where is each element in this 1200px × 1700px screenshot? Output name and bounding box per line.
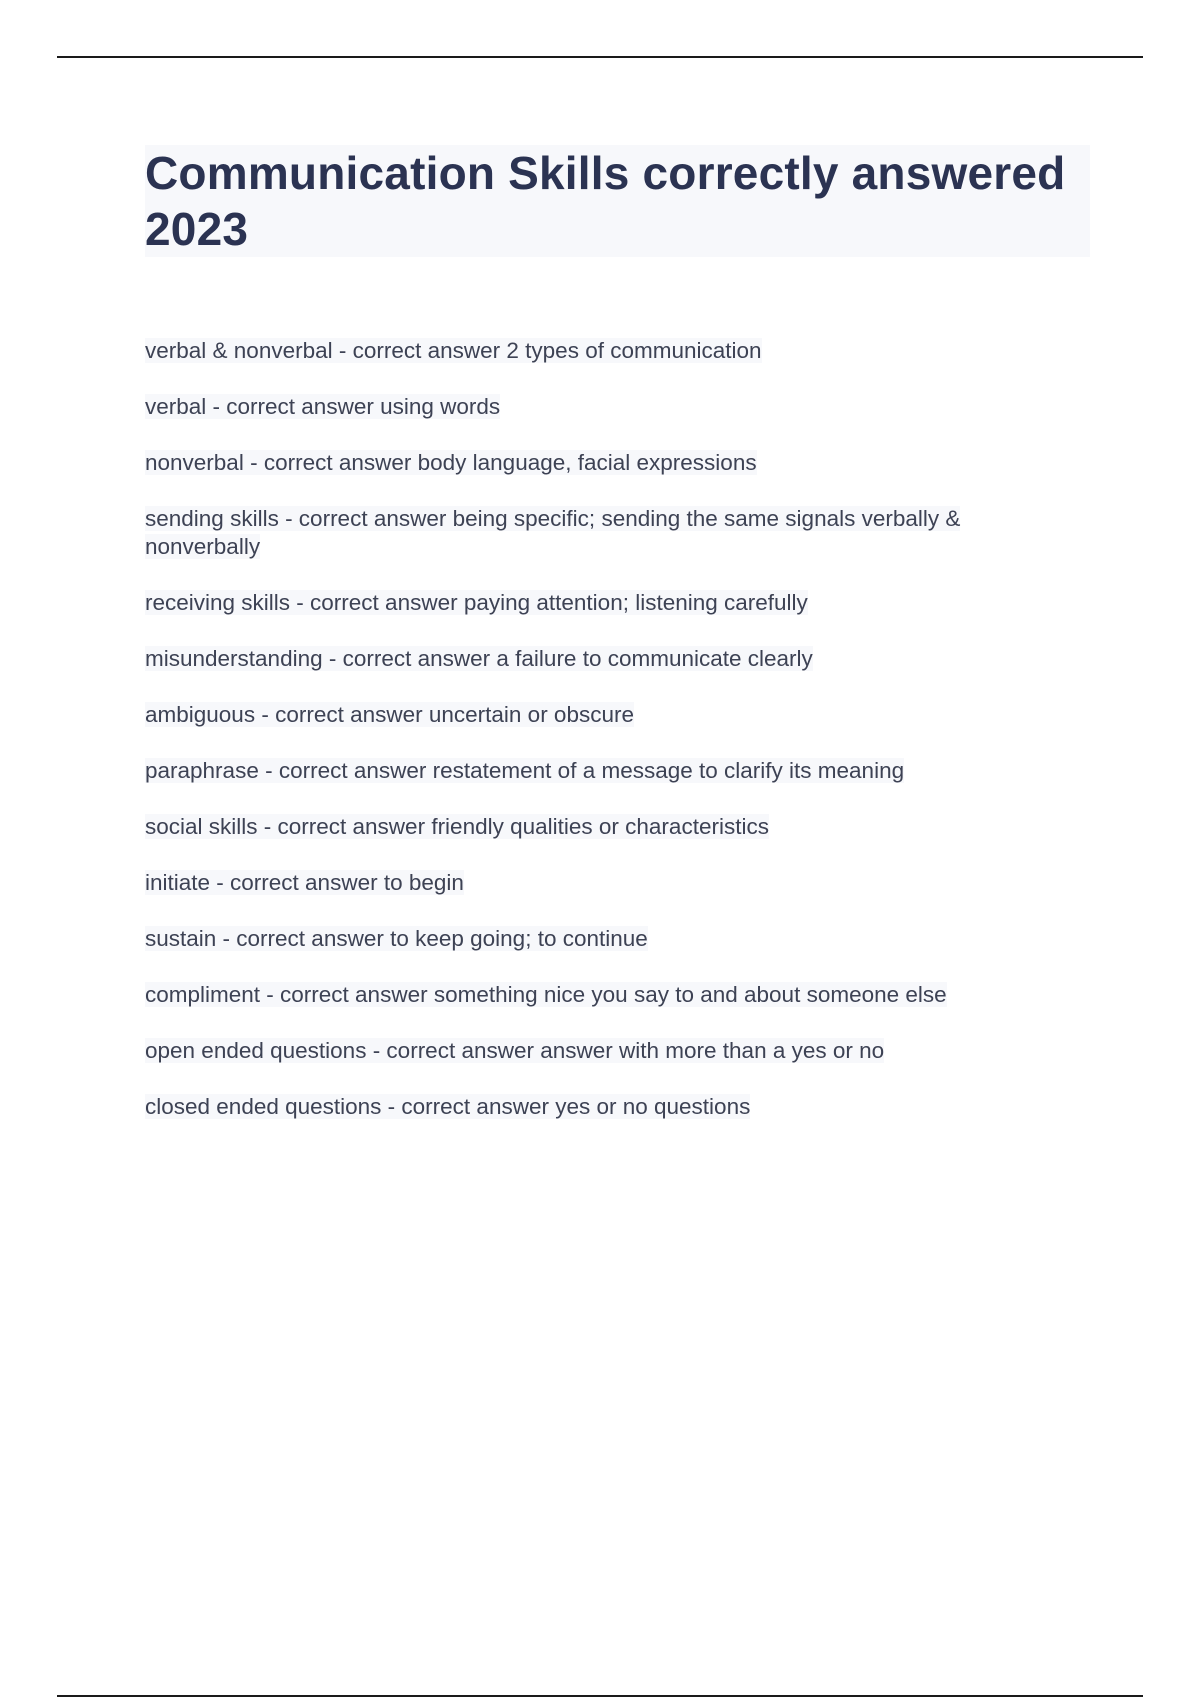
bottom-rule bbox=[57, 1695, 1143, 1697]
qa-entry bbox=[145, 645, 1065, 673]
qa-entry-text: social skills - correct answer friendly qualities or characteristics bbox=[145, 814, 769, 839]
title-block bbox=[145, 145, 1090, 257]
qa-entry bbox=[145, 337, 1065, 365]
qa-entry-text: closed ended questions - correct answer yes or no questions bbox=[145, 1094, 751, 1119]
qa-entry bbox=[145, 393, 1065, 421]
page-title: Communication Skills correctly answered 2023 bbox=[145, 147, 1066, 255]
qa-entry-text: compliment - correct answer something nice you say to and about someone else bbox=[145, 982, 947, 1007]
qa-entry-text: paraphrase - correct answer restatement of a message to clarify its meaning bbox=[145, 758, 905, 783]
top-rule bbox=[57, 56, 1143, 58]
qa-entry bbox=[145, 505, 1065, 561]
qa-entry bbox=[145, 449, 1065, 477]
qa-entry-text: sustain - correct answer to keep going; to continue bbox=[145, 926, 648, 951]
qa-entry bbox=[145, 813, 1065, 841]
qa-entry-text: ambiguous - correct answer uncertain or obscure bbox=[145, 702, 634, 727]
qa-entry bbox=[145, 869, 1065, 897]
qa-entry-text: initiate - correct answer to begin bbox=[145, 870, 464, 895]
qa-entry-text: nonverbal - correct answer body language, facial expressions bbox=[145, 450, 757, 475]
qa-entry bbox=[145, 925, 1065, 953]
qa-entry-text: open ended questions - correct answer answer with more than a yes or no bbox=[145, 1038, 885, 1063]
qa-entry bbox=[145, 981, 1065, 1009]
qa-entry bbox=[145, 701, 1065, 729]
qa-entry-text: verbal & nonverbal - correct answer 2 types of communication bbox=[145, 338, 762, 363]
qa-entry bbox=[145, 1037, 1065, 1065]
qa-entry-text: verbal - correct answer using words bbox=[145, 394, 501, 419]
qa-entry-text: sending skills - correct answer being specific; sending the same signals verbally & nonverbally bbox=[145, 506, 961, 559]
qa-entry bbox=[145, 589, 1065, 617]
qa-entry bbox=[145, 757, 1065, 785]
qa-entry-text: misunderstanding - correct answer a failure to communicate clearly bbox=[145, 646, 813, 671]
qa-entry bbox=[145, 1093, 1065, 1121]
qa-list bbox=[145, 337, 1065, 1149]
qa-entry-text: receiving skills - correct answer paying attention; listening carefully bbox=[145, 590, 808, 615]
